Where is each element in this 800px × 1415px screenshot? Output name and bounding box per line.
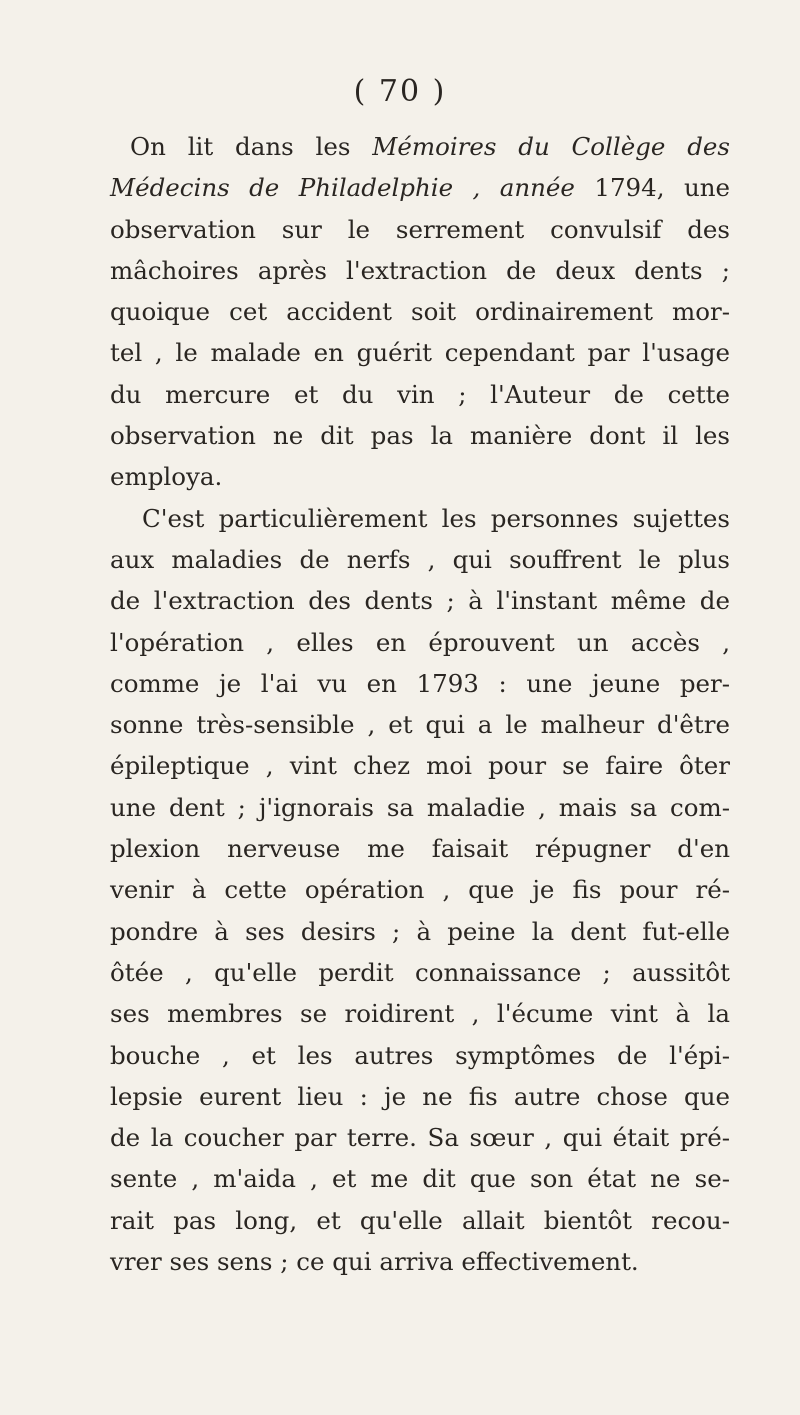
text-line xyxy=(110,911,730,952)
body-text xyxy=(110,126,730,1282)
text-segment: On lit dans les xyxy=(130,132,373,161)
text-line xyxy=(110,1117,730,1158)
text-segment: sente , m'aida , et me dit que son état ne se- xyxy=(110,1164,730,1194)
text-segment: aux maladies de nerfs , qui souffrent le plus xyxy=(110,544,730,574)
text-segment: bouche , et les autres symptômes de l'épi- xyxy=(110,1040,730,1070)
text-line xyxy=(110,456,730,497)
text-line xyxy=(110,704,730,745)
text-line xyxy=(110,1076,730,1117)
text-line xyxy=(110,1035,730,1076)
text-segment: épileptique , vint chez moi pour se faire ôter xyxy=(110,751,730,781)
text-segment: du mercure et du vin ; l'Auteur de cette xyxy=(110,379,730,409)
text-segment: vrer ses sens ; ce qui arriva effectivement. xyxy=(110,1247,639,1277)
text-line xyxy=(110,1200,730,1241)
text-segment: quoique cet accident soit ordinairement mor- xyxy=(110,297,730,327)
text-line xyxy=(110,415,730,456)
text-line xyxy=(110,828,730,869)
text-line xyxy=(110,993,730,1034)
text-line xyxy=(110,374,730,415)
italic-text: Médecins de Philadelphie , année xyxy=(110,173,595,203)
text-line xyxy=(110,209,730,250)
text-segment: rait pas long, et qu'elle allait bientôt recou- xyxy=(110,1205,730,1235)
text-line xyxy=(110,787,730,828)
text-segment: employa. xyxy=(110,462,223,492)
text-line xyxy=(110,580,730,621)
page-number: ( 70 ) xyxy=(353,74,447,109)
text-segment: pondre à ses desirs ; à peine la dent fut-elle xyxy=(110,916,730,946)
text-segment: sonne très-sensible , et qui a le malheur d'être xyxy=(110,710,730,740)
text-line xyxy=(110,539,730,580)
text-line xyxy=(110,1241,730,1282)
paragraph xyxy=(110,126,730,498)
text-line xyxy=(110,250,730,291)
text-line xyxy=(110,952,730,993)
text-segment: mâchoires après l'extraction de deux dents ; xyxy=(110,255,730,285)
text-segment: plexion nerveuse me faisait répugner d'en xyxy=(110,834,730,864)
text-line xyxy=(110,745,730,786)
text-segment: tel , le malade en guérit cependant par l'usage xyxy=(110,338,730,368)
text-line xyxy=(110,167,730,208)
text-line xyxy=(110,498,730,539)
text-segment: observation sur le serrement convulsif des xyxy=(110,214,730,244)
text-segment: comme je l'ai vu en 1793 : une jeune per- xyxy=(110,668,730,698)
text-line xyxy=(110,126,730,167)
text-segment: observation ne dit pas la manière dont il les xyxy=(110,421,730,451)
text-line xyxy=(110,622,730,663)
text-segment: ses membres se roidirent , l'écume vint à la xyxy=(110,999,730,1029)
text-segment: ôtée , qu'elle perdit connaissance ; aussitôt xyxy=(110,957,730,987)
text-segment: de la coucher par terre. Sa sœur , qui était pré- xyxy=(110,1123,730,1153)
text-segment: une dent ; j'ignorais sa maladie , mais sa com- xyxy=(110,792,730,822)
text-segment: de l'extraction des dents ; à l'instant même de xyxy=(110,586,730,616)
text-line xyxy=(110,663,730,704)
text-line xyxy=(110,332,730,373)
text-segment: venir à cette opération , que je fis pour ré- xyxy=(110,875,730,905)
text-line xyxy=(110,291,730,332)
paragraph xyxy=(110,498,730,1283)
text-segment: lepsie eurent lieu : je ne fis autre chose que xyxy=(110,1081,730,1111)
text-line xyxy=(110,1158,730,1199)
text-segment: C'est particulièrement les personnes sujettes xyxy=(142,503,730,533)
text-segment: l'opération , elles en éprouvent un accès , xyxy=(110,627,730,657)
text-line xyxy=(110,869,730,910)
italic-text: Mémoires du Collège des xyxy=(372,132,730,161)
text-segment: 1794, une xyxy=(594,173,731,203)
